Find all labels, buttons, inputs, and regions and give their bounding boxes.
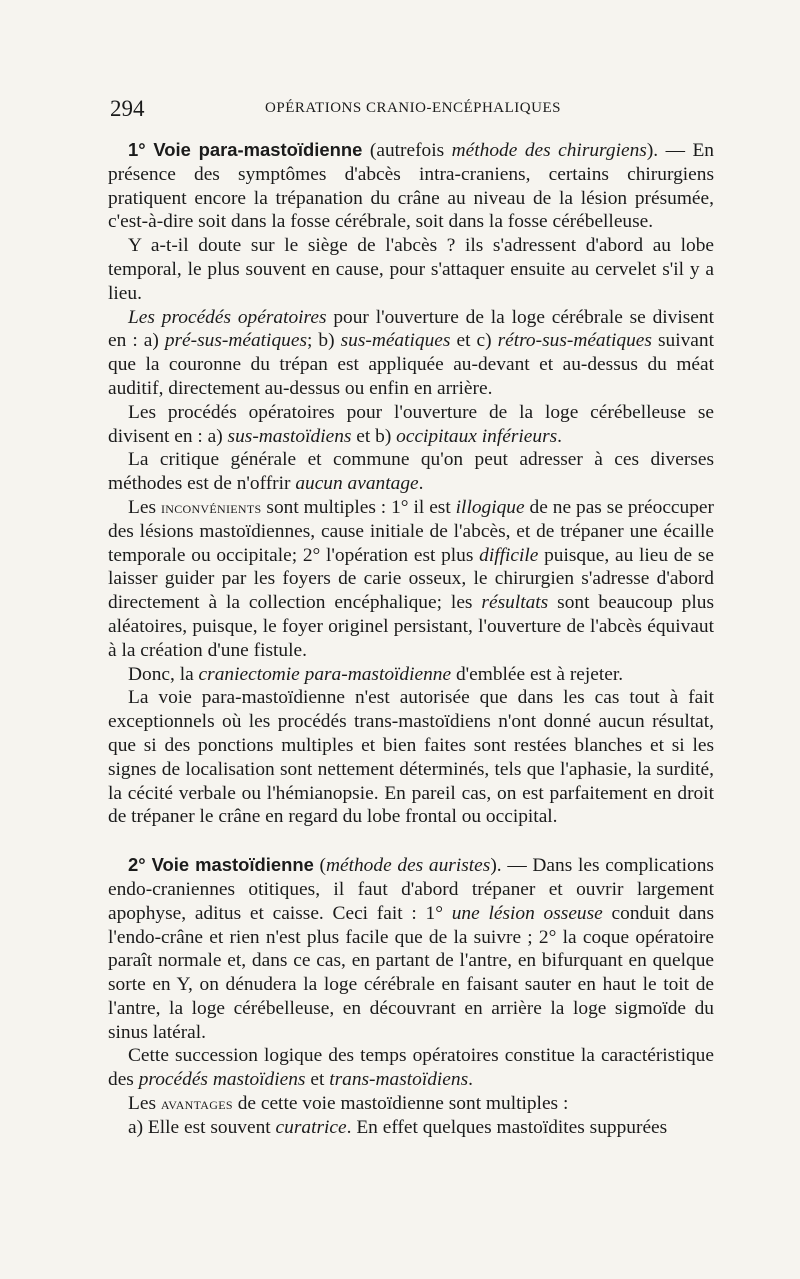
paragraph: La critique générale et commune qu'on peut adresser à ces diverses méthodes est de n'offrir aucun avantage. <box>108 449 714 495</box>
paragraph: Les procédés opératoires pour l'ouverture de la loge cérébelleuse se divisent en : a) sus-mastoïdiens et b) occipitaux inférieurs. <box>108 401 714 447</box>
page-header <box>110 96 716 126</box>
paragraph: Cette succession logique des temps opératoires constitue la caractéristique des procédés mastoïdiens et trans-mastoïdiens. <box>108 1045 714 1091</box>
paragraph: Les avantages de cette voie mastoïdienne sont multiples : <box>128 1093 569 1115</box>
body-text <box>108 138 714 1140</box>
paragraph: 1° Voie para-mastoïdienne (autrefois méthode des chirurgiens). — En présence des symptômes d'abcès intra-craniens, certains chirurgiens pratiquent encore la trépanation du crâne au niveau de la lésion présumée, c'est-à-dire soit dans la fosse cérébrale, soit dans la fosse cérébelleuse. <box>108 139 714 233</box>
paragraph: a) Elle est souvent curatrice. En effet quelques mastoïdites suppurées <box>128 1116 668 1138</box>
paragraph: Les inconvénients sont multiples : 1° il est illogique de ne pas se préoccuper des lésions mastoïdiennes, cause initiale de l'abcès, et de trépaner une écaille temporale ou occipitale; 2° l'opération est plus difficile puisque, au lieu de se laisser guider par les foyers de carie osseux, le chirurgien s'adresse d'abord directement à la collection encéphalique; les résultats sont beaucoup plus aléatoires, puisque, le foyer originel persistant, l'ouverture de l'abcès équivaut à la création d'une fistule. <box>108 496 714 661</box>
paragraph: Donc, la craniectomie para-mastoïdienne d'emblée est à rejeter. <box>128 663 624 685</box>
page-number: 294 <box>110 96 145 121</box>
section-heading: 2° Voie mastoïdienne <box>128 854 314 876</box>
running-head: OPÉRATIONS CRANIO-ENCÉPHALIQUES <box>265 100 561 116</box>
paragraph: 2° Voie mastoïdienne (méthode des auristes). — Dans les complications endo-craniennes otitiques, il faut d'abord trépaner et ouvrir largement apophyse, aditus et caisse. Ceci fait : 1° une lésion osseuse conduit dans l'endo-crâne et rien n'est plus facile que de la suivre ; 2° la coque opératoire paraît normale et, dans ce cas, en partant de l'antre, en bifurquant en quelque sorte en Y, on dénudera la loge cérébrale en faisant sauter en haut le toit de l'antre, la loge cérébelleuse, en découvrant en arrière la loge sigmoïde du sinus latéral. <box>108 854 714 1043</box>
paragraph: La voie para-mastoïdienne n'est autorisée que dans les cas tout à fait exceptionnels où les procédés trans-mastoïdiens n'ont donné aucun résultat, que si des ponctions multiples et bien faites sont restées blanches et si les signes de localisation sont nettement déterminés, tels que l'aphasie, la surdité, la cécité verbale ou l'hémianopsie. En pareil cas, on est parfaitement en droit de trépaner le crâne en regard du lobe frontal ou occipital. <box>108 687 714 828</box>
section-heading: 1° Voie para-mastoïdienne <box>128 139 363 160</box>
paragraph: Les procédés opératoires pour l'ouverture de la loge cérébrale se divisent en : a) pré-sus-méatiques; b) sus-méatiques et c) rétro-sus-méatiques suivant que la couronne du trépan est appliquée au-devant et au-dessus du méat auditif, directement au-dessus ou enfin en arrière. <box>108 306 714 399</box>
paragraph: Y a-t-il doute sur le siège de l'abcès ? ils s'adressent d'abord au lobe temporal, le plus souvent en cause, pour s'attaquer ensuite au cervelet s'il y a lieu. <box>108 235 714 304</box>
